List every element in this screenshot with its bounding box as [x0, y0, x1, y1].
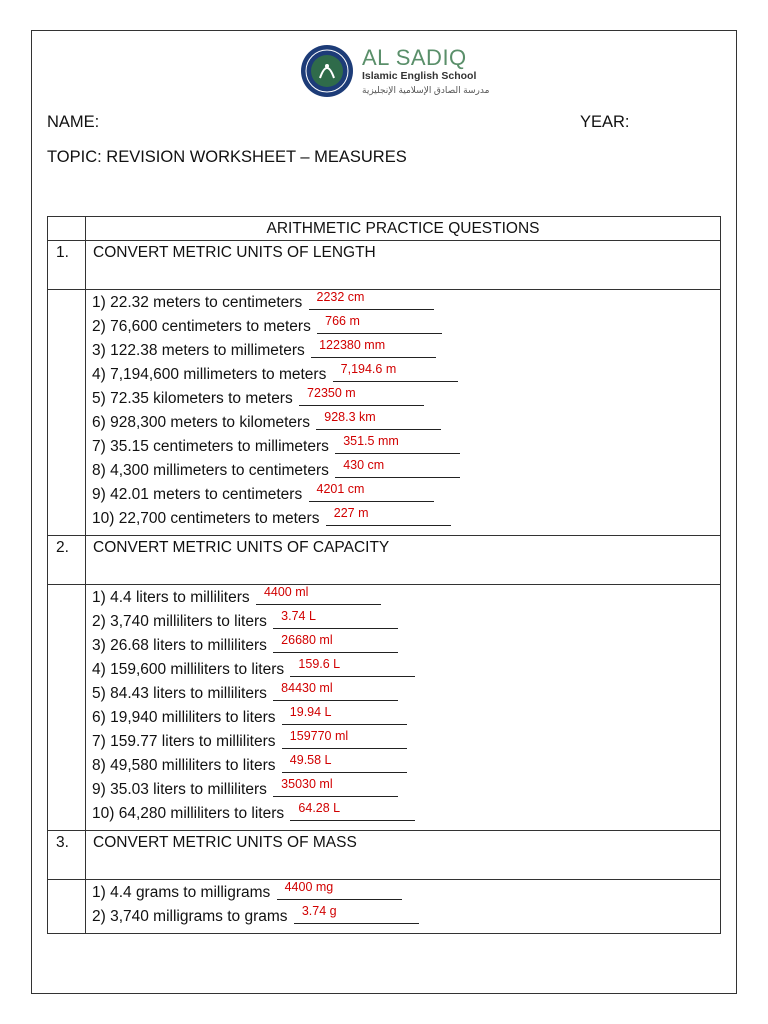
empty-number-cell — [48, 585, 86, 831]
question-text: 5) 84.43 liters to milliliters — [92, 685, 267, 702]
handwritten-answer: 7,194.6 m — [340, 362, 397, 376]
answer-blank[interactable] — [299, 388, 424, 406]
question-item — [92, 411, 720, 435]
school-logo — [300, 44, 500, 100]
question-list — [86, 290, 721, 536]
question-list-row — [48, 880, 721, 934]
answer-blank[interactable] — [316, 412, 441, 430]
question-text: 1) 4.4 grams to milligrams — [92, 884, 271, 901]
answer-blank[interactable] — [326, 508, 451, 526]
question-text: 2) 3,740 milliliters to liters — [92, 613, 267, 630]
answer-blank[interactable] — [256, 587, 381, 605]
section-number: 2. — [48, 536, 86, 585]
handwritten-answer: 3.74 L — [281, 609, 316, 623]
empty-number-cell — [48, 290, 86, 536]
handwritten-answer: 430 cm — [343, 458, 385, 472]
question-item — [92, 483, 720, 507]
question-item — [92, 507, 720, 531]
question-text: 10) 64,280 milliliters to liters — [92, 805, 285, 822]
handwritten-answer: 2232 cm — [316, 290, 365, 304]
question-text: 1) 22.32 meters to centimeters — [92, 294, 303, 311]
handwritten-answer: 84430 ml — [281, 681, 333, 695]
question-item — [92, 291, 720, 315]
table-title: ARITHMETIC PRACTICE QUESTIONS — [86, 217, 721, 241]
question-text: 2) 76,600 centimeters to meters — [92, 318, 311, 335]
question-text: 8) 4,300 millimeters to centimeters — [92, 462, 329, 479]
question-text: 9) 35.03 liters to milliliters — [92, 781, 267, 798]
question-text: 2) 3,740 milligrams to grams — [92, 908, 288, 925]
question-text: 6) 19,940 milliliters to liters — [92, 709, 276, 726]
handwritten-answer: 4400 mg — [284, 880, 334, 894]
handwritten-answer: 4400 ml — [263, 585, 309, 599]
handwritten-answer: 64.28 L — [298, 801, 341, 815]
answer-blank[interactable] — [311, 340, 436, 358]
question-item — [92, 706, 720, 730]
question-item — [92, 435, 720, 459]
question-item — [92, 730, 720, 754]
handwritten-answer: 928.3 km — [324, 410, 376, 424]
question-text: 10) 22,700 centimeters to meters — [92, 510, 320, 527]
section-header-row — [48, 241, 721, 290]
question-text: 8) 49,580 milliliters to liters — [92, 757, 276, 774]
question-text: 3) 26.68 liters to milliliters — [92, 637, 267, 654]
handwritten-answer: 49.58 L — [289, 753, 332, 767]
school-emblem-icon — [300, 44, 354, 98]
handwritten-answer: 19.94 L — [289, 705, 332, 719]
handwritten-answer: 227 m — [333, 506, 369, 520]
question-item — [92, 778, 720, 802]
answer-blank[interactable] — [335, 436, 460, 454]
question-item — [92, 459, 720, 483]
school-arabic-name: مدرسة الصادق الإسلامية الإنجليزية — [362, 85, 490, 95]
question-item — [92, 363, 720, 387]
question-text: 3) 122.38 meters to millimeters — [92, 342, 305, 359]
question-item — [92, 754, 720, 778]
answer-blank[interactable] — [335, 460, 460, 478]
question-item — [92, 905, 720, 929]
question-item — [92, 387, 720, 411]
handwritten-answer: 3.74 g — [301, 904, 337, 918]
school-subtitle: Islamic English School — [362, 70, 477, 82]
school-name: AL SADIQ — [362, 45, 467, 70]
question-text: 1) 4.4 liters to milliliters — [92, 589, 250, 606]
question-item — [92, 658, 720, 682]
section-header-row — [48, 831, 721, 880]
section-title: CONVERT METRIC UNITS OF MASS — [86, 831, 721, 880]
handwritten-answer: 26680 ml — [281, 633, 333, 647]
question-text: 7) 35.15 centimeters to millimeters — [92, 438, 329, 455]
handwritten-answer: 159770 ml — [289, 729, 349, 743]
answer-blank[interactable] — [273, 779, 398, 797]
handwritten-answer: 35030 ml — [281, 777, 333, 791]
topic-heading: TOPIC: REVISION WORKSHEET – MEASURES — [47, 148, 407, 166]
question-item — [92, 881, 720, 905]
answer-blank[interactable] — [282, 731, 407, 749]
section-title: CONVERT METRIC UNITS OF CAPACITY — [86, 536, 721, 585]
handwritten-answer: 159.6 L — [298, 657, 341, 671]
handwritten-answer: 122380 mm — [319, 338, 386, 352]
answer-blank[interactable] — [290, 803, 415, 821]
table-corner-cell — [48, 217, 86, 241]
answer-blank[interactable] — [273, 635, 398, 653]
year-label: YEAR: — [580, 113, 630, 131]
question-text: 4) 7,194,600 millimeters to meters — [92, 366, 327, 383]
question-item — [92, 339, 720, 363]
question-item — [92, 634, 720, 658]
question-text: 7) 159.77 liters to milliliters — [92, 733, 276, 750]
section-title: CONVERT METRIC UNITS OF LENGTH — [86, 241, 721, 290]
section-header-row — [48, 536, 721, 585]
answer-blank[interactable] — [290, 659, 415, 677]
question-item — [92, 610, 720, 634]
question-text: 4) 159,600 milliliters to liters — [92, 661, 285, 678]
question-list — [86, 585, 721, 831]
handwritten-answer: 351.5 mm — [343, 434, 399, 448]
answer-blank[interactable] — [309, 292, 434, 310]
name-label: NAME: — [47, 113, 100, 131]
answer-blank[interactable] — [273, 683, 398, 701]
question-text: 9) 42.01 meters to centimeters — [92, 486, 303, 503]
question-list-row — [48, 290, 721, 536]
practice-table — [47, 216, 721, 934]
handwritten-answer: 766 m — [325, 314, 360, 328]
handwritten-answer: 4201 cm — [316, 482, 365, 496]
answer-blank[interactable] — [309, 484, 434, 502]
section-number: 1. — [48, 241, 86, 290]
answer-blank[interactable] — [317, 316, 442, 334]
question-item — [92, 315, 720, 339]
section-number: 3. — [48, 831, 86, 880]
question-item — [92, 682, 720, 706]
handwritten-answer: 72350 m — [307, 386, 356, 400]
question-item — [92, 586, 720, 610]
question-list — [86, 880, 721, 934]
answer-blank[interactable] — [273, 611, 398, 629]
answer-blank[interactable] — [333, 364, 458, 382]
answer-blank[interactable] — [277, 882, 402, 900]
question-item — [92, 802, 720, 826]
empty-number-cell — [48, 880, 86, 934]
question-text: 6) 928,300 meters to kilometers — [92, 414, 310, 431]
question-list-row — [48, 585, 721, 831]
question-text: 5) 72.35 kilometers to meters — [92, 390, 293, 407]
answer-blank[interactable] — [282, 707, 407, 725]
answer-blank[interactable] — [294, 906, 419, 924]
answer-blank[interactable] — [282, 755, 407, 773]
